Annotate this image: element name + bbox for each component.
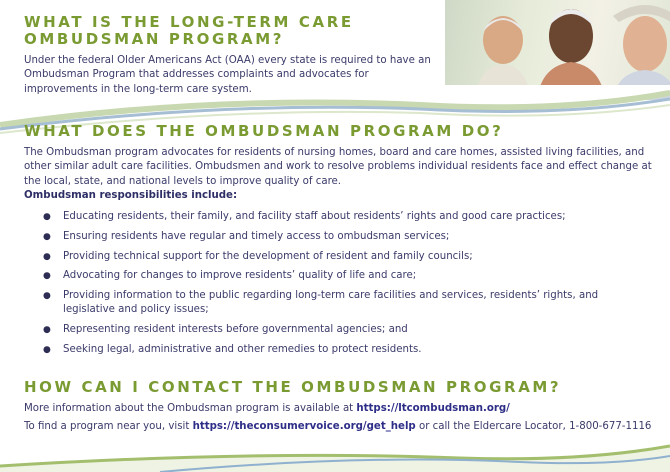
bullet-icon: ● (43, 231, 51, 242)
list-item: ● Representing resident interests before governmental agencies; and (24, 323, 644, 337)
bullet-icon: ● (43, 212, 51, 222)
consumervoice-link[interactable]: https://theconsumervoice.org/get_help (192, 421, 416, 432)
responsibilities-label: Ombudsman responsibilities include: (24, 190, 238, 201)
section1-body: Under the federal Older Americans Act (OAA) every state is required to have an Ombudsman Program that addresses complaints and advocates for improvements in the long-term care system. (24, 55, 431, 95)
list-item: ● Educating residents, their family, and facility staff about residents’ rights and good care practices; (24, 210, 644, 224)
list-item: ● Advocating for changes to improve residents’ quality of life and care; (24, 269, 644, 283)
responsibilities-list (24, 210, 644, 363)
list-item: ● Providing information to the public regarding long-term care facilities and services, residents’ rights, and legislative and policy issues; (43, 290, 599, 316)
bullet-icon: ● (43, 251, 51, 262)
contact-line-1: More information about the Ombudsman program is available at https://ltcombudsman.org/ (24, 403, 510, 414)
bullet-icon: ● (43, 291, 51, 302)
list-item: ● Ensuring residents have regular and timely access to ombudsman services; (24, 230, 644, 244)
bullet-icon: ● (43, 325, 51, 336)
footer-wave-decoration (0, 440, 670, 472)
bullet-icon: ● (43, 271, 51, 282)
section3-heading: HOW CAN I CONTACT THE OMBUDSMAN PROGRAM? (24, 378, 562, 396)
ltcombudsman-link[interactable]: https://ltcombudsman.org/ (356, 403, 510, 414)
contact-line-2: To find a program near you, visit https://theconsumervoice.org/get_help or call the Eldercare Locator, 1-800-677-1116 (24, 421, 652, 432)
list-item: ● Seeking legal, administrative and other remedies to protect residents. (24, 343, 644, 357)
bullet-icon: ● (43, 344, 51, 355)
list-item: ● Providing technical support for the development of resident and family councils; (24, 250, 644, 264)
section1-heading: WHAT IS THE LONG-TERM CARE OMBUDSMAN PROGRAM? (24, 13, 354, 48)
section2-body: The Ombudsman program advocates for residents of nursing homes, board and care homes, assisted living facilities, and other similar adult care facilities. Ombudsmen and work to resolve problems individual residents face and effect change at the local, state, and national levels to improve quality of care. (24, 147, 652, 187)
section2-heading: WHAT DOES THE OMBUDSMAN PROGRAM DO? (24, 122, 504, 140)
